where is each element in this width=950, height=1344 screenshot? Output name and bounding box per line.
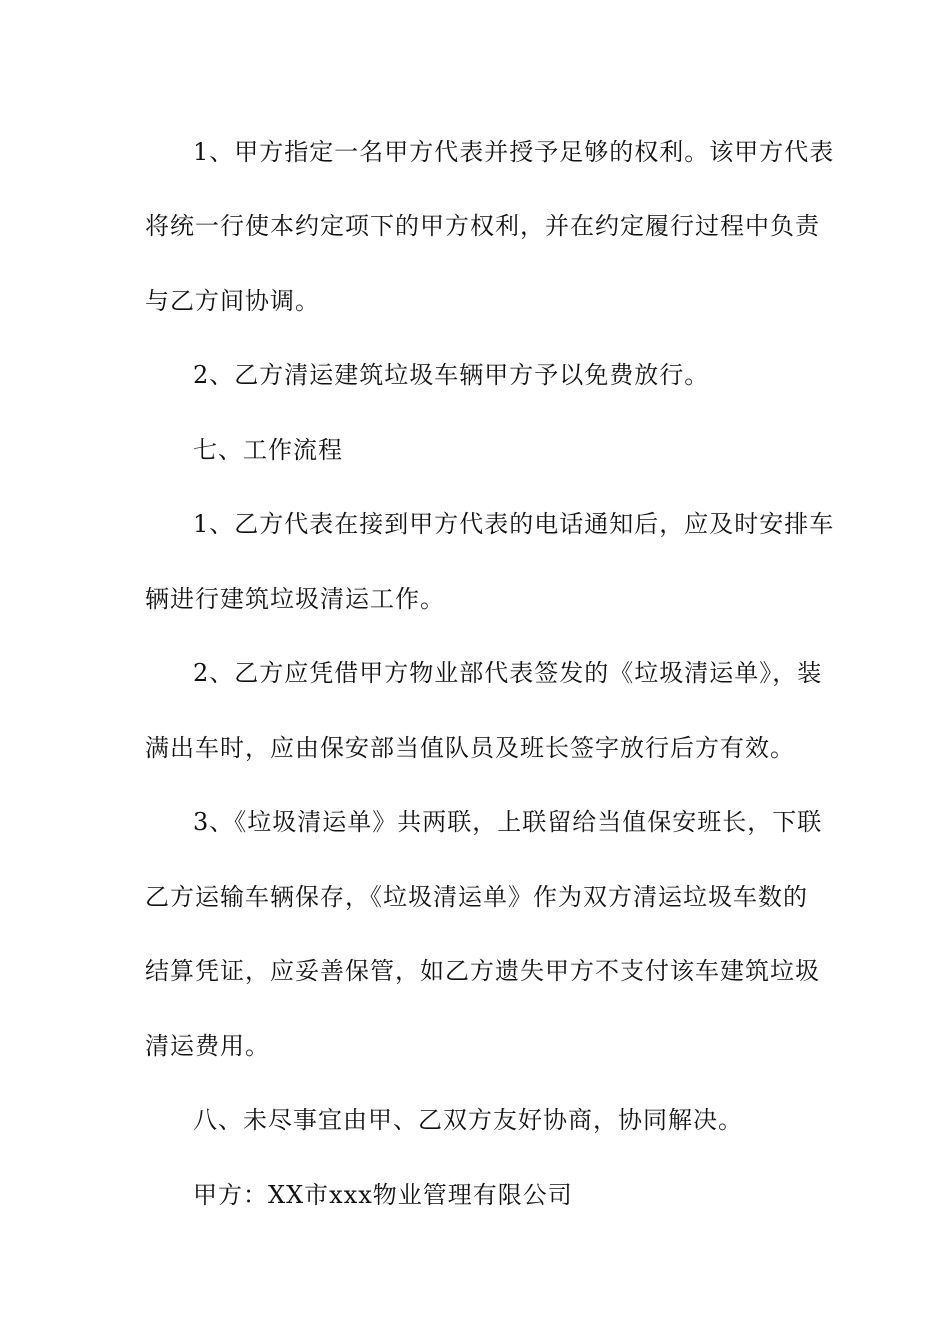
clause-1-line-3: 与乙方间协调。 <box>145 287 320 315</box>
section-7-heading: 七、工作流程 <box>193 436 343 464</box>
workflow-1-line-1: 1、乙方代表在接到甲方代表的电话通知后，应及时安排车 <box>193 510 835 538</box>
workflow-3-line-2: 乙方运输车辆保存，《垃圾清运单》作为双方清运垃圾车数的 <box>145 883 808 911</box>
workflow-3-line-4: 清运费用。 <box>145 1032 270 1060</box>
workflow-2-line-1: 2、乙方应凭借甲方物业部代表签发的《垃圾清运单》，装 <box>193 659 823 687</box>
section-8-text: 八、未尽事宜由甲、乙双方友好协商，协同解决。 <box>193 1106 743 1134</box>
workflow-3-line-3: 结算凭证，应妥善保管，如乙方遗失甲方不支付该车建筑垃圾 <box>145 957 820 985</box>
workflow-1-line-2: 辆进行建筑垃圾清运工作。 <box>145 585 445 613</box>
clause-1-line-1: 1、甲方指定一名甲方代表并授予足够的权利。该甲方代表 <box>193 138 835 166</box>
workflow-3-line-1: 3、《垃圾清运单》共两联，上联留给当值保安班长，下联 <box>193 808 823 836</box>
clause-2-line-1: 2、乙方清运建筑垃圾车辆甲方予以免费放行。 <box>193 361 710 389</box>
clause-1-line-2: 将统一行使本约定项下的甲方权利，并在约定履行过程中负责 <box>145 212 820 240</box>
workflow-2-line-2: 满出车时，应由保安部当值队员及班长签字放行后方有效。 <box>145 734 795 762</box>
party-a-signature-line: 甲方：XX市xxx物业管理有限公司 <box>193 1181 573 1209</box>
